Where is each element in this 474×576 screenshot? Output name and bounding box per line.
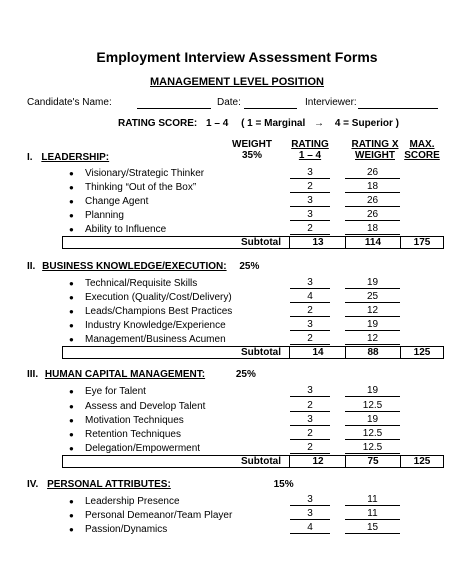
arrow-icon: →: [314, 118, 325, 129]
subtotal-divider: [289, 237, 290, 248]
weighted-score-cell[interactable]: 12: [345, 333, 400, 345]
weight-header: [228, 139, 276, 161]
section-3-heading: [27, 369, 256, 380]
rating-cell[interactable]: 2: [290, 400, 330, 412]
rating-score-label: RATING SCORE:: [118, 118, 198, 129]
item-label: Planning: [85, 210, 124, 221]
item-label: Motivation Techniques: [85, 415, 184, 426]
rating-x-weight-header-line1: RATING X: [351, 139, 399, 150]
rating-cell[interactable]: 3: [290, 414, 330, 426]
weighted-score-cell[interactable]: 19: [345, 277, 400, 289]
item-label: Retention Techniques: [85, 429, 181, 440]
section-4-heading: [27, 479, 294, 490]
rating-cell[interactable]: 3: [290, 167, 330, 179]
bullet-icon: ●: [69, 444, 74, 453]
section-4-number: IV.: [27, 479, 39, 490]
bullet-icon: ●: [69, 402, 74, 411]
interviewer-field[interactable]: [358, 108, 438, 109]
item-label: Management/Business Acumen: [85, 334, 226, 345]
item-label: Ability to Influence: [85, 224, 167, 235]
weighted-score-cell[interactable]: 18: [345, 223, 400, 235]
section-1-name: LEADERSHIP:: [41, 152, 110, 163]
weighted-score-cell[interactable]: 12.5: [345, 428, 400, 440]
subtotal-weighted: 75: [367, 456, 379, 467]
bullet-icon: ●: [69, 497, 74, 506]
weighted-score-cell[interactable]: 19: [345, 414, 400, 426]
rating-cell[interactable]: 2: [290, 428, 330, 440]
bullet-icon: ●: [69, 416, 74, 425]
item-label: Execution (Quality/Cost/Delivery): [85, 292, 232, 303]
item-label: Thinking “Out of the Box”: [85, 182, 197, 193]
weight-header-line2: 35%: [241, 150, 262, 161]
item-label: Industry Knowledge/Experience: [85, 320, 226, 331]
weighted-score-cell[interactable]: 26: [345, 209, 400, 221]
section-2-name: BUSINESS KNOWLEDGE/EXECUTION:: [42, 261, 227, 272]
subtotal-rating: 13: [312, 237, 324, 248]
bullet-icon: ●: [69, 293, 74, 302]
item-label: Eye for Talent: [85, 386, 146, 397]
rating-cell[interactable]: 2: [290, 223, 330, 235]
interviewer-label: Interviewer:: [305, 97, 357, 108]
item-label: Passion/Dynamics: [85, 524, 168, 535]
rating-score-line: [118, 118, 399, 129]
item-label: Technical/Requisite Skills: [85, 278, 198, 289]
candidate-label: Candidate's Name:: [27, 97, 112, 108]
section-4-name: PERSONAL ATTRIBUTES:: [47, 479, 171, 490]
weighted-score-cell[interactable]: 26: [345, 195, 400, 207]
rating-cell[interactable]: 3: [290, 277, 330, 289]
weighted-score-cell[interactable]: 12: [345, 305, 400, 317]
subtotal-max: 175: [413, 237, 431, 248]
section-2-weight: 25%: [239, 261, 260, 272]
subtotal-weighted: 114: [364, 237, 382, 248]
section-1-number: I.: [27, 152, 33, 163]
bullet-icon: ●: [69, 211, 74, 220]
rating-cell[interactable]: 2: [290, 305, 330, 317]
date-label: Date:: [217, 97, 241, 108]
section-3-subtotal-row: [62, 455, 444, 468]
rating-cell[interactable]: 3: [290, 195, 330, 207]
rating-header: [287, 139, 333, 161]
section-1-heading: [27, 152, 109, 163]
rating-cell[interactable]: 3: [290, 494, 330, 506]
bullet-icon: ●: [69, 387, 74, 396]
rating-cell[interactable]: 2: [290, 181, 330, 193]
weighted-score-cell[interactable]: 19: [345, 385, 400, 397]
section-2-number: II.: [27, 261, 36, 272]
weighted-score-cell[interactable]: 15: [345, 522, 400, 534]
weighted-score-cell[interactable]: 11: [345, 494, 400, 506]
max-score-header-line2: SCORE: [404, 150, 440, 161]
bullet-icon: ●: [69, 279, 74, 288]
rating-cell[interactable]: 2: [290, 442, 330, 454]
bullet-icon: ●: [69, 430, 74, 439]
bullet-icon: ●: [69, 335, 74, 344]
bullet-icon: ●: [69, 197, 74, 206]
subtotal-label: Subtotal: [241, 456, 281, 467]
section-4-weight: 15%: [273, 479, 294, 490]
weighted-score-cell[interactable]: 12.5: [345, 400, 400, 412]
bullet-icon: ●: [69, 307, 74, 316]
section-3-number: III.: [27, 369, 39, 380]
subtotal-max: 125: [413, 347, 431, 358]
rating-cell[interactable]: 3: [290, 319, 330, 331]
rating-cell[interactable]: 4: [290, 291, 330, 303]
rating-cell[interactable]: 4: [290, 522, 330, 534]
section-3-weight: 25%: [235, 369, 256, 380]
subtotal-label: Subtotal: [241, 347, 281, 358]
bullet-icon: ●: [69, 321, 74, 330]
rating-cell[interactable]: 2: [290, 333, 330, 345]
bullet-icon: ●: [69, 183, 74, 192]
section-3-name: HUMAN CAPITAL MANAGEMENT:: [44, 369, 206, 380]
item-label: Leadership Presence: [85, 496, 180, 507]
subtotal-divider: [289, 456, 290, 467]
candidate-name-field[interactable]: [137, 108, 211, 109]
weighted-score-cell[interactable]: 25: [345, 291, 400, 303]
rating-scale-close: 4 = Superior ): [334, 118, 400, 129]
item-label: Assess and Develop Talent: [85, 401, 206, 412]
section-2-subtotal-row: [62, 346, 444, 359]
weighted-score-cell[interactable]: 26: [345, 167, 400, 179]
weighted-score-cell[interactable]: 12.5: [345, 442, 400, 454]
bullet-icon: ●: [69, 169, 74, 178]
page-subtitle: MANAGEMENT LEVEL POSITION: [150, 76, 324, 88]
subtotal-divider: [289, 347, 290, 358]
subtotal-rating: 14: [312, 347, 324, 358]
subtotal-rating: 12: [312, 456, 324, 467]
max-score-header: [397, 139, 447, 161]
rating-cell[interactable]: 3: [290, 209, 330, 221]
weight-header-line1: WEIGHT: [232, 139, 272, 150]
section-2-heading: [27, 261, 259, 272]
bullet-icon: ●: [69, 525, 74, 534]
subtotal-max: 125: [413, 456, 431, 467]
weighted-score-cell[interactable]: 19: [345, 319, 400, 331]
weighted-score-cell[interactable]: 11: [345, 508, 400, 520]
bullet-icon: ●: [69, 225, 74, 234]
rating-cell[interactable]: 3: [290, 508, 330, 520]
rating-header-line2: 1 – 4: [298, 150, 322, 161]
weighted-score-cell[interactable]: 18: [345, 181, 400, 193]
subtotal-label: Subtotal: [241, 237, 281, 248]
rating-scale-open: ( 1 = Marginal: [241, 118, 306, 129]
max-score-header-line1: MAX.: [409, 139, 435, 150]
item-label: Change Agent: [85, 196, 149, 207]
bullet-icon: ●: [69, 511, 74, 520]
subtotal-weighted: 88: [367, 347, 379, 358]
rating-score-range: 1 – 4: [206, 118, 229, 129]
rating-header-line1: RATING: [291, 139, 329, 150]
page-title: Employment Interview Assessment Forms: [96, 49, 378, 65]
item-label: Leads/Champions Best Practices: [85, 306, 233, 317]
section-1-subtotal-row: [62, 236, 444, 249]
item-label: Personal Demeanor/Team Player: [85, 510, 233, 521]
rating-cell[interactable]: 3: [290, 385, 330, 397]
date-field[interactable]: [244, 108, 297, 109]
item-label: Delegation/Empowerment: [85, 443, 201, 454]
item-label: Visionary/Strategic Thinker: [85, 168, 205, 179]
rating-x-weight-header-line2: WEIGHT: [355, 150, 395, 161]
